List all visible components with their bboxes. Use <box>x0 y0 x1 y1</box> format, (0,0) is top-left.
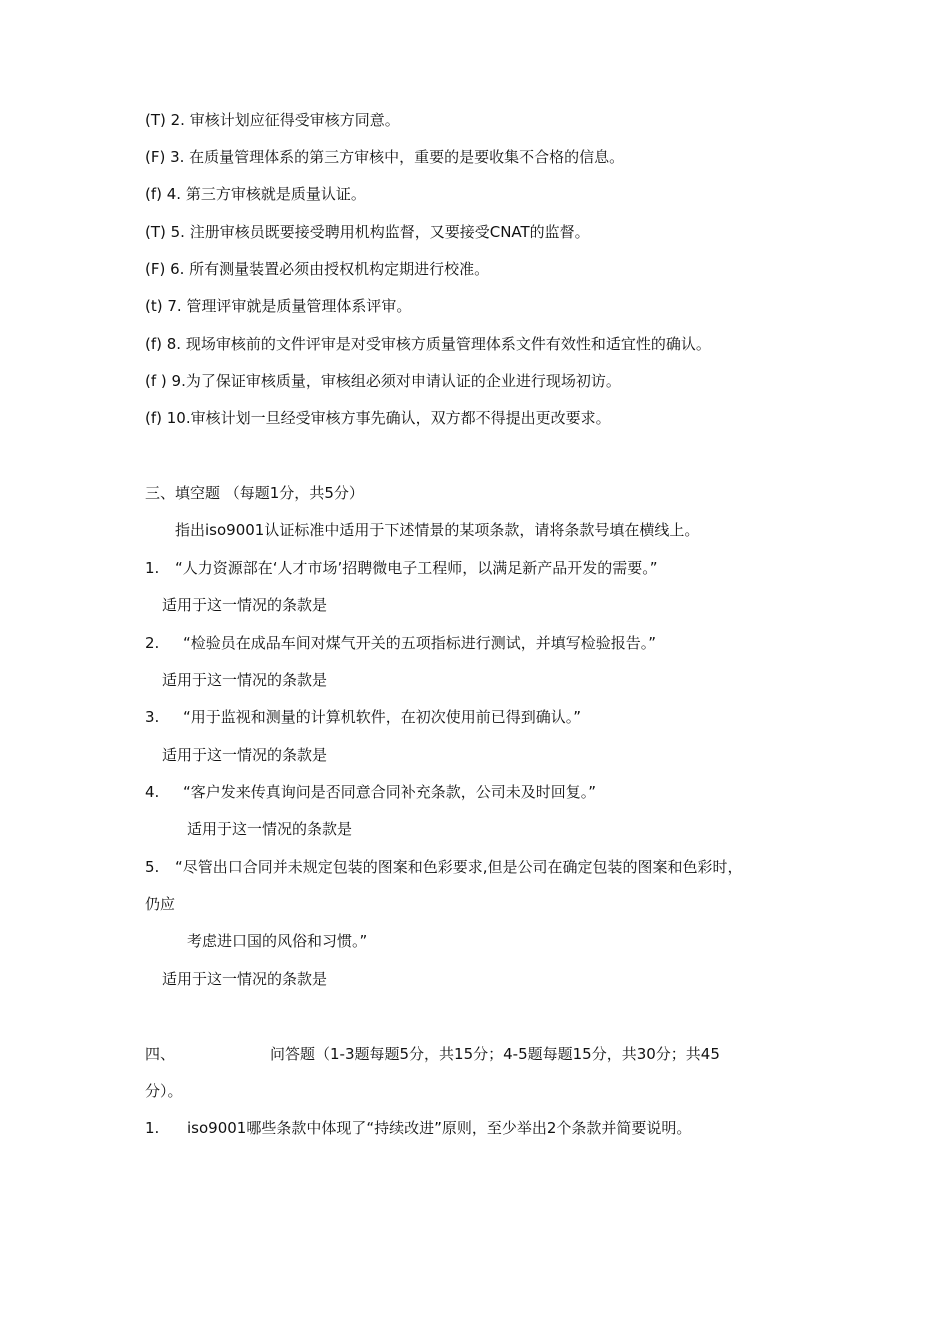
tf-item: (f) 10.审核计划一旦经受审核方事先确认，双方都不得提出更改要求。 <box>145 409 611 427</box>
section-4-heading: 问答题（1-3题每题5分，共15分；4-5题每题15分，共30分；共45 <box>270 1045 720 1063</box>
fill-item-text: “检验员在成品车间对煤气开关的五项指标进行测试，并填写检验报告。” <box>183 634 657 652</box>
fill-item-text-continued: 仍应 <box>145 895 176 913</box>
fill-item-text: “客户发来传真询问是否同意合同补充条款，公司未及时回复。” <box>183 783 597 801</box>
question-text: iso9001哪些条款中体现了“持续改进”原则，至少举出2个条款并简要说明。 <box>187 1119 692 1137</box>
section-4-heading-continued: 分）。 <box>145 1082 183 1100</box>
fill-item-number: 4. <box>145 783 160 801</box>
tf-item: (F) 3. 在质量管理体系的第三方审核中，重要的是要收集不合格的信息。 <box>145 148 625 166</box>
fill-item-answer-label: 适用于这一情况的条款是 <box>162 596 328 614</box>
tf-item: (T) 2. 审核计划应征得受审核方同意。 <box>145 111 400 129</box>
fill-item-answer-label: 适用于这一情况的条款是 <box>187 820 353 838</box>
tf-item: (F) 6. 所有测量装置必须由授权机构定期进行校准。 <box>145 260 490 278</box>
fill-item-number: 1. <box>145 559 160 577</box>
tf-item: (t) 7. 管理评审就是质量管理体系评审。 <box>145 297 412 315</box>
tf-item: (f ) 9.为了保证审核质量，审核组必须对申请认证的企业进行现场初访。 <box>145 372 621 390</box>
fill-item-text: “人力资源部在‘人才市场’招聘微电子工程师，以满足新产品开发的需要。” <box>175 559 658 577</box>
section-3-instruction: 指出iso9001认证标准中适用于下述情景的某项条款，请将条款号填在横线上。 <box>175 521 700 539</box>
fill-item-number: 5. <box>145 858 160 876</box>
section-3-heading: 三、填空题 （每题1分，共5分） <box>145 484 364 502</box>
fill-item-answer-label: 适用于这一情况的条款是 <box>162 970 328 988</box>
fill-item-text: “尽管出口合同并未规定包装的图案和色彩要求,但是公司在确定包装的图案和色彩时， <box>175 858 743 876</box>
tf-item: (f) 4. 第三方审核就是质量认证。 <box>145 185 366 203</box>
fill-item-number: 3. <box>145 708 160 726</box>
fill-item-answer-label: 适用于这一情况的条款是 <box>162 746 328 764</box>
fill-item-text-continued: 考虑进口国的风俗和习惯。” <box>187 932 368 950</box>
fill-item-answer-label: 适用于这一情况的条款是 <box>162 671 328 689</box>
fill-item-number: 2. <box>145 634 160 652</box>
fill-item-text: “用于监视和测量的计算机软件，在初次使用前已得到确认。” <box>183 708 582 726</box>
tf-item: (T) 5. 注册审核员既要接受聘用机构监督，又要接受CNAT的监督。 <box>145 223 590 241</box>
section-4-number: 四、 <box>145 1045 176 1063</box>
question-number: 1. <box>145 1119 160 1137</box>
tf-item: (f) 8. 现场审核前的文件评审是对受审核方质量管理体系文件有效性和适宜性的确认。 <box>145 335 711 353</box>
